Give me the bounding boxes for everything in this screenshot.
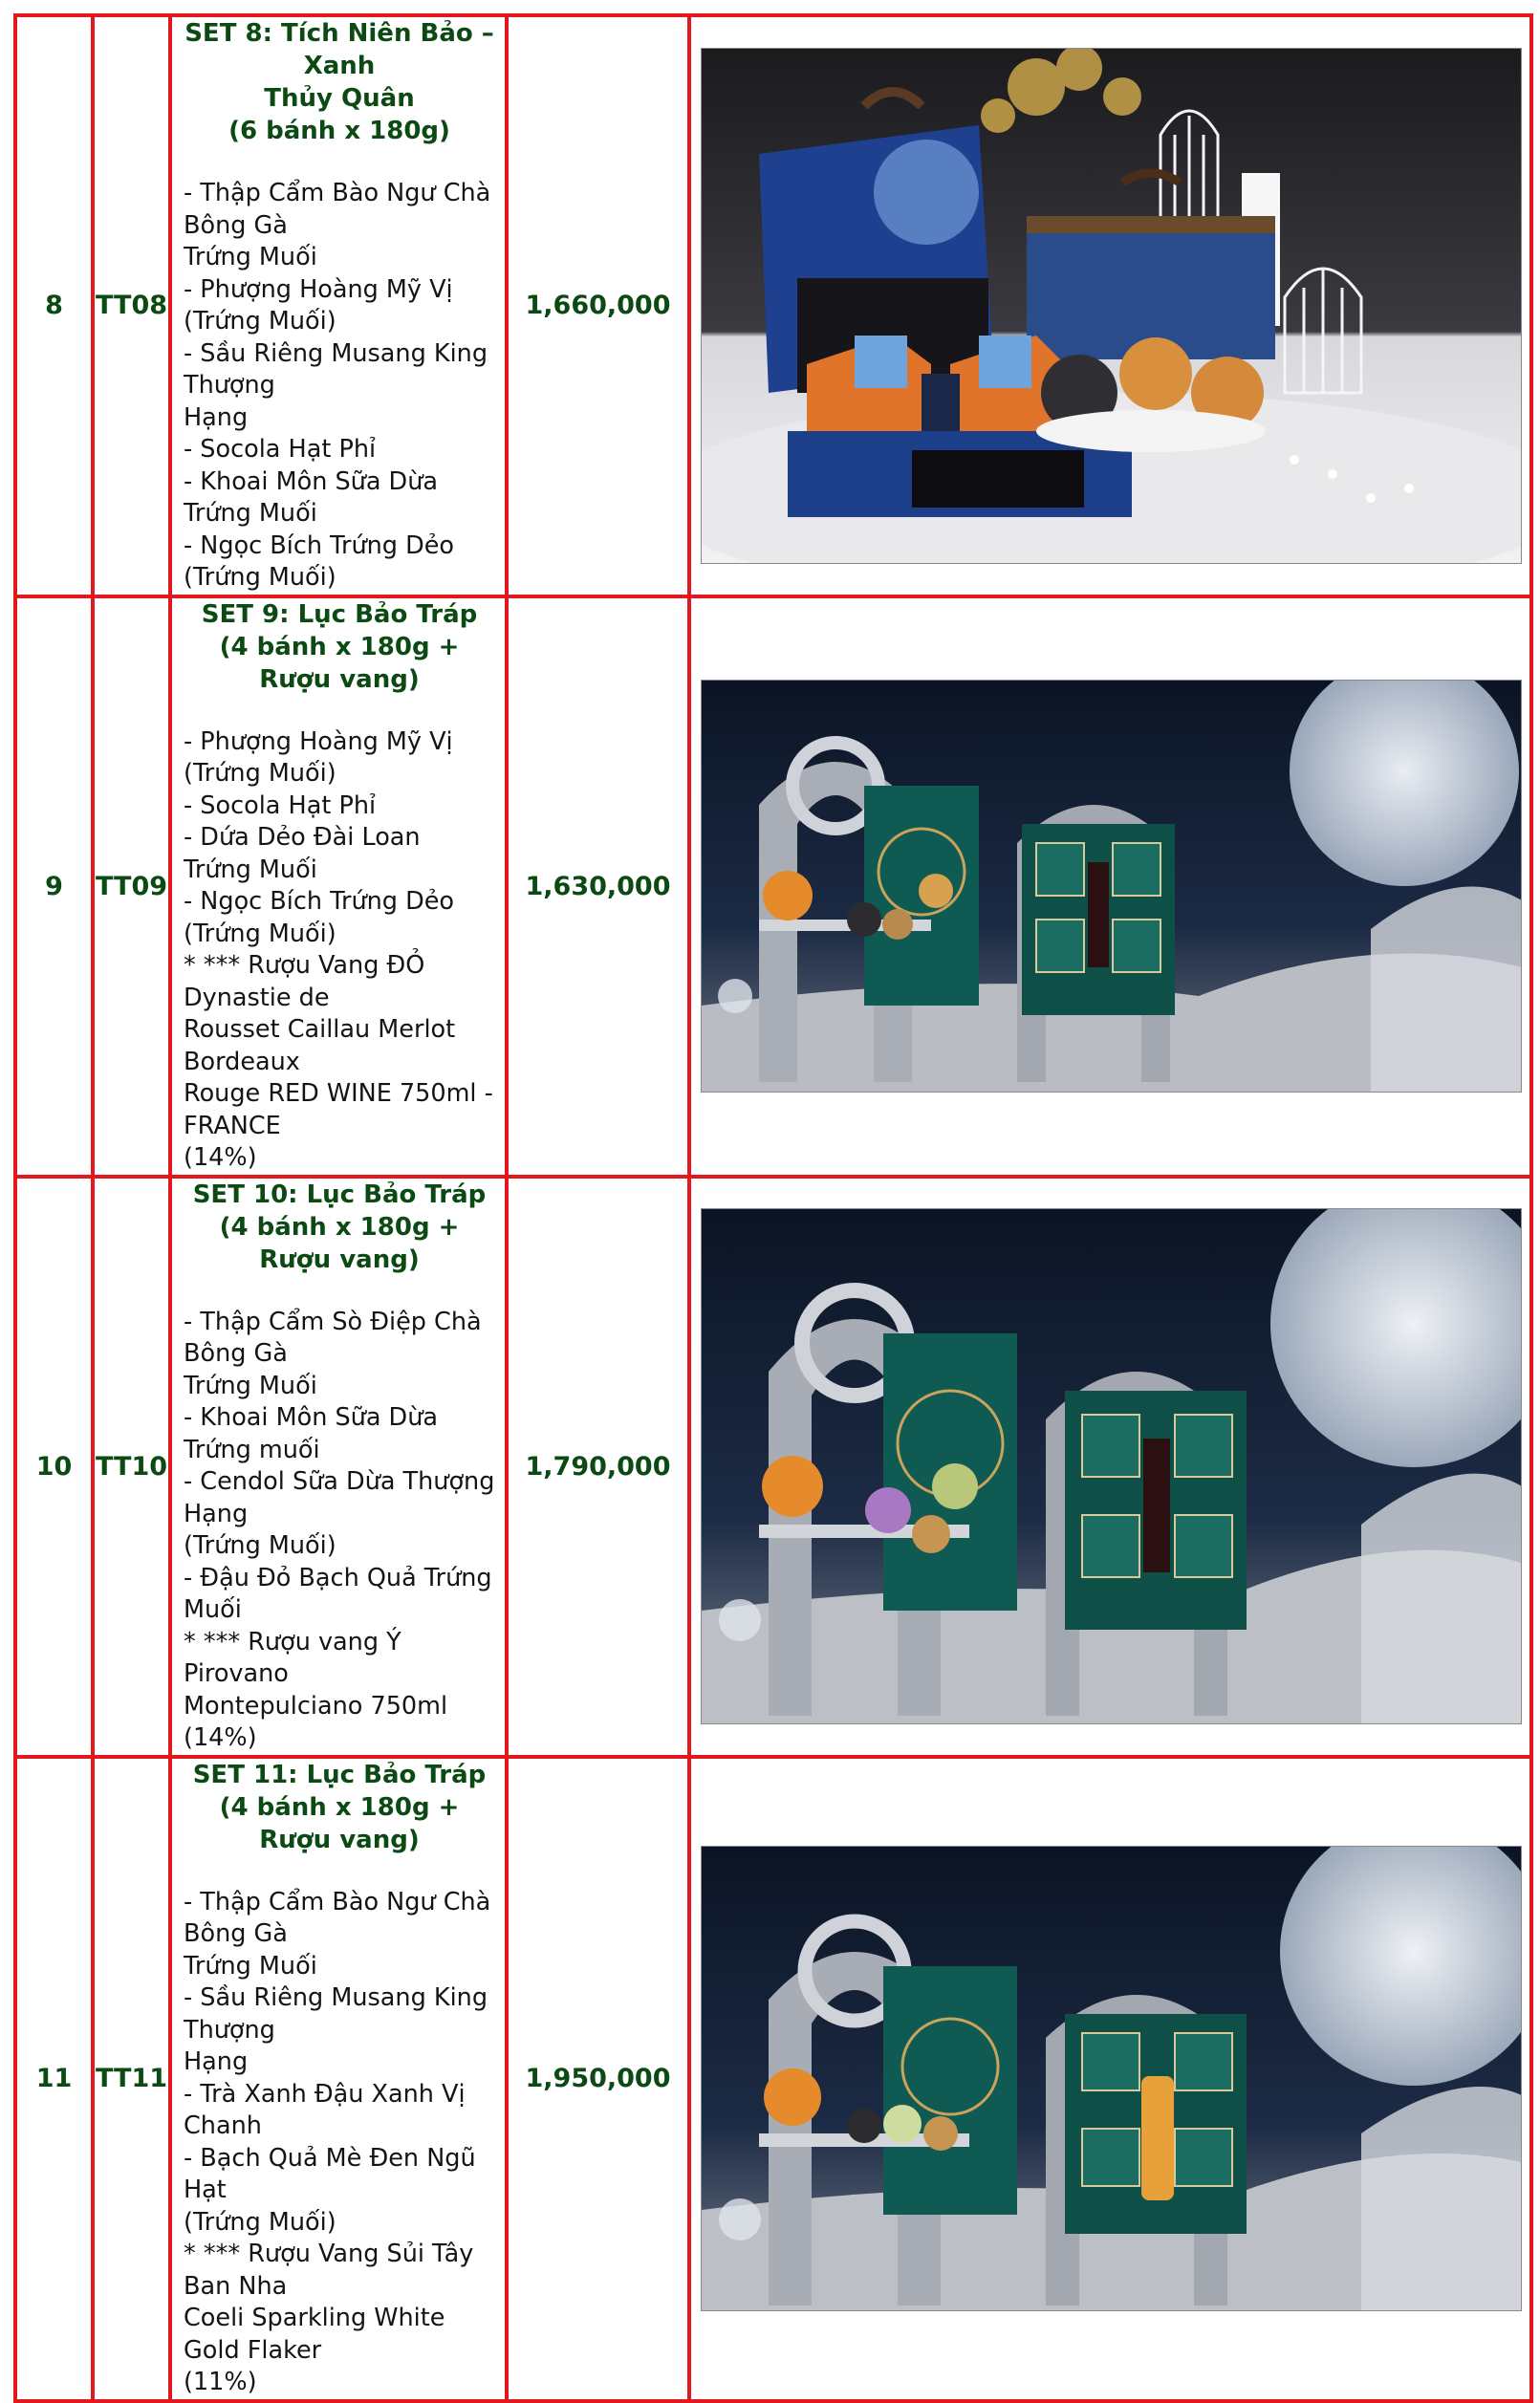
row-number: 9 xyxy=(15,596,93,1177)
list-item: - Cendol Sữa Dừa Thượng Hạng (Trứng Muối) xyxy=(184,1467,495,1560)
price: 1,950,000 xyxy=(507,1757,689,2401)
price: 1,790,000 xyxy=(507,1177,689,1757)
green-chest-wine-set-photo xyxy=(701,1208,1522,1724)
product-description xyxy=(170,15,507,596)
price-list-sheet xyxy=(13,13,1529,2396)
table-row xyxy=(15,1757,1531,2401)
list-item: - Bạch Quả Mè Đen Ngũ Hạt (Trứng Muối) xyxy=(184,2143,476,2237)
list-item: - Ngọc Bích Trứng Dẻo (Trứng Muối) xyxy=(184,887,455,948)
flavor-list xyxy=(184,726,495,1175)
row-number: 10 xyxy=(15,1177,93,1757)
set-title xyxy=(184,17,495,147)
flavor-list xyxy=(184,178,495,595)
photo-cell xyxy=(689,1757,1531,2401)
set-title-line: (4 bánh x 180g + Rượu vang) xyxy=(219,632,460,694)
product-description xyxy=(170,1177,507,1757)
product-code: TT10 xyxy=(93,1177,170,1757)
blue-gift-box-set-photo xyxy=(701,48,1522,564)
set-title xyxy=(184,598,495,696)
set-title xyxy=(184,1179,495,1276)
table-row xyxy=(15,596,1531,1177)
product-table xyxy=(13,13,1533,2403)
flavor-list xyxy=(184,1307,495,1755)
set-title-line: (4 bánh x 180g + Rượu vang) xyxy=(219,1212,460,1274)
set-title-line: (6 bánh x 180g) xyxy=(228,117,450,145)
list-item: - Phượng Hoàng Mỹ Vị (Trứng Muối) xyxy=(184,726,453,788)
price: 1,630,000 xyxy=(507,596,689,1177)
list-item: - Phượng Hoàng Mỹ Vị (Trứng Muối) xyxy=(184,274,453,336)
row-number: 11 xyxy=(15,1757,93,2401)
table-row xyxy=(15,15,1531,596)
list-item: - Khoai Môn Sữa Dừa Trứng muối xyxy=(184,1403,438,1464)
list-item: - Thập Cẩm Bào Ngư Chà Bông Gà Trứng Muối xyxy=(184,1887,491,1981)
photo-cell xyxy=(689,15,1531,596)
list-item: - Socola Hạt Phỉ xyxy=(184,790,377,820)
photo-cell xyxy=(689,596,1531,1177)
green-chest-wine-set-photo xyxy=(701,680,1522,1093)
list-item: - Trà Xanh Đậu Xanh Vị Chanh xyxy=(184,2079,466,2140)
product-code: TT08 xyxy=(93,15,170,596)
list-item: * *** Rượu Vang Sủi Tây Ban Nha Coeli Sparkling White Gold Flaker (11%) xyxy=(184,2240,474,2396)
list-item: - Thập Cẩm Bào Ngư Chà Bông Gà Trứng Muối xyxy=(184,179,491,271)
set-title xyxy=(184,1759,495,1856)
list-item: * *** Rượu Vang ĐỎ Dynastie de Rousset Caillau Merlot Bordeaux Rouge RED WINE 750ml - FRANCE (14%) xyxy=(184,951,493,1172)
set-title-line: SET 10: Lục Bảo Tráp xyxy=(192,1180,487,1209)
product-code: TT11 xyxy=(93,1757,170,2401)
set-title-line: SET 8: Tích Niên Bảo – Xanh xyxy=(184,19,494,80)
list-item: - Sầu Riêng Musang King Thượng Hạng xyxy=(184,1983,488,2076)
list-item: - Khoai Môn Sữa Dừa Trứng Muối xyxy=(184,466,438,528)
set-title-line: (4 bánh x 180g + Rượu vang) xyxy=(219,1792,460,1854)
row-number: 8 xyxy=(15,15,93,596)
product-description xyxy=(170,1757,507,2401)
photo-cell xyxy=(689,1177,1531,1757)
product-description xyxy=(170,596,507,1177)
list-item: - Đậu Đỏ Bạch Quả Trứng Muối xyxy=(184,1563,492,1624)
list-item: - Dứa Dẻo Đài Loan Trứng Muối xyxy=(184,823,421,884)
list-item: - Thập Cẩm Sò Điệp Chà Bông Gà Trứng Muối xyxy=(184,1307,482,1400)
list-item: * *** Rượu vang Ý Pirovano Montepulciano 750ml (14%) xyxy=(184,1627,448,1752)
set-title-line: SET 9: Lục Bảo Tráp xyxy=(201,599,478,629)
list-item: - Ngọc Bích Trứng Dẻo (Trứng Muối) xyxy=(184,530,455,592)
price: 1,660,000 xyxy=(507,15,689,596)
list-item: - Sầu Riêng Musang King Thượng Hạng xyxy=(184,338,488,432)
list-item: - Socola Hạt Phỉ xyxy=(184,435,377,464)
set-title-line: Thủy Quân xyxy=(264,84,415,113)
set-title-line: SET 11: Lục Bảo Tráp xyxy=(192,1760,487,1789)
flavor-list xyxy=(184,1887,495,2399)
table-row xyxy=(15,1177,1531,1757)
product-code: TT09 xyxy=(93,596,170,1177)
green-chest-sparkling-wine-set-photo xyxy=(701,1846,1522,2311)
